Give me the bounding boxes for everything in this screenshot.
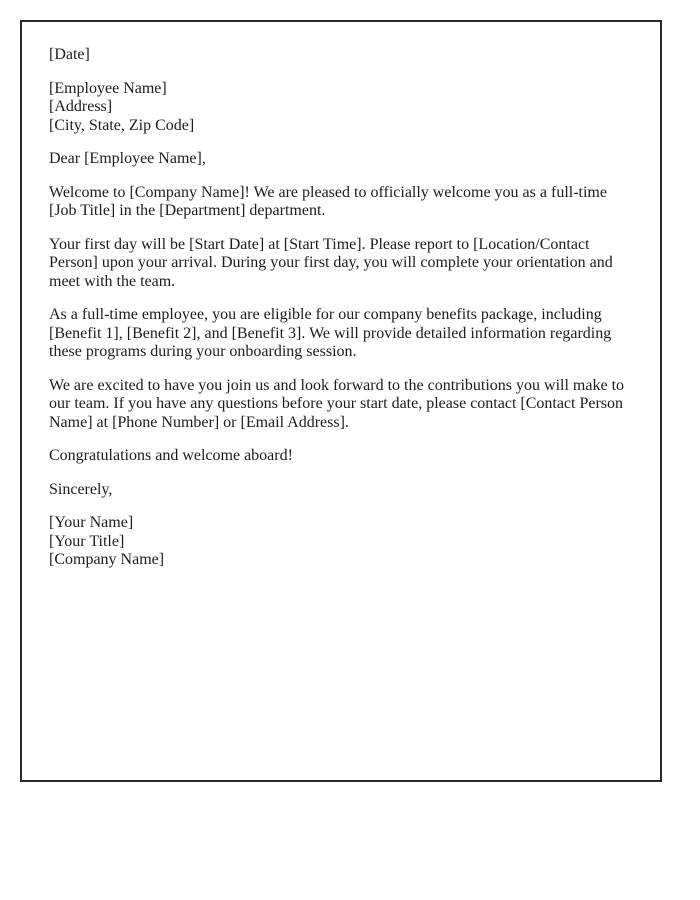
body-paragraph-welcome: Welcome to [Company Name]! We are pleased to officially welcome you as a full-time [Job Title] in the [Department] department. bbox=[49, 183, 607, 219]
body-paragraph-contact: We are excited to have you join us and look forward to the contributions you will make to our team. If you have any questions before your start date, please contact [Contact Person Name] at [Phone Number] or [Email Address]. bbox=[49, 376, 625, 431]
body-paragraph-first-day: Your first day will be [Start Date] at [Start Time]. Please report to [Location/Contact Person] upon your arrival. During your first day, you will complete your orientation and meet with the team. bbox=[49, 235, 613, 290]
body-paragraph-congratulations: Congratulations and welcome aboard! bbox=[49, 447, 293, 464]
recipient-address: [Address] bbox=[49, 98, 113, 115]
date-line: [Date] bbox=[49, 46, 90, 63]
signature-block bbox=[49, 514, 633, 570]
recipient-name: [Employee Name] bbox=[49, 79, 167, 97]
signature-company: [Company Name] bbox=[49, 551, 165, 568]
recipient-city-state-zip: [City, State, Zip Code] bbox=[49, 116, 195, 134]
closing: Sincerely, bbox=[49, 480, 113, 498]
letter-frame bbox=[20, 20, 662, 782]
signature-name: [Your Name] bbox=[49, 514, 134, 531]
body-paragraph-benefits: As a full-time employee, you are eligible for our company benefits package, including [Benefit 1], [Benefit 2], and [Benefit 3]. We will provide detailed information regarding these programs during your onboarding session. bbox=[49, 306, 612, 360]
salutation: Dear [Employee Name], bbox=[49, 150, 206, 167]
signature-title: [Your Title] bbox=[49, 532, 125, 550]
recipient-block bbox=[49, 80, 633, 136]
